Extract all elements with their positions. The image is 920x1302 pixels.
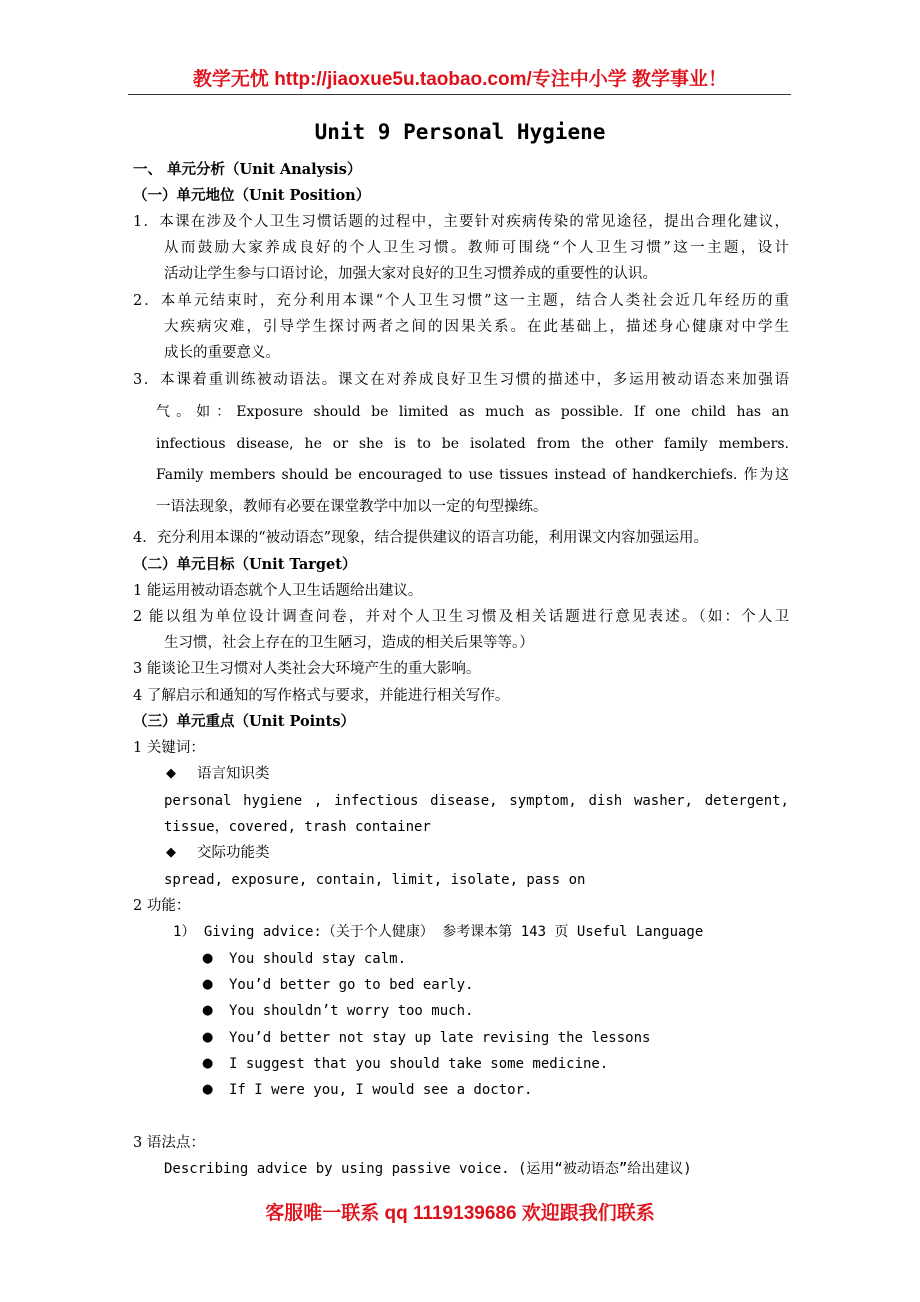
- paragraph-1-line-3: 活动让学生参与口语讨论，加强大家对良好的卫生习惯养成的重要性的认识。: [164, 266, 657, 282]
- diamond-bullet-icon: ◆: [166, 845, 176, 860]
- target-item-2-line-2: 生习惯，社会上存在的卫生陋习，造成的相关后果等等。）: [164, 635, 534, 651]
- header-banner: 教学无忧 http://jiaoxue5u.taobao.com/专注中小学 教学事业！: [192, 69, 728, 90]
- subsection-heading-position: （一）单元地位（Unit Position）: [133, 187, 371, 204]
- section-heading: 一、 单元分析（Unit Analysis）: [133, 161, 362, 178]
- paragraph-2-line-1: 2．本单元结束时，充分利用本课“个人卫生习惯”这一主题，结合人类社会近几年经历的重: [133, 293, 789, 309]
- language-category-label: 语言知识类: [197, 766, 270, 782]
- advice-example-1: You should stay calm.: [229, 951, 407, 967]
- page-title: Unit 9 Personal Hygiene: [314, 120, 606, 144]
- header-divider: [128, 94, 791, 95]
- paragraph-1-line-2: 从而鼓励大家养成良好的个人卫生习惯。教师可围绕“个人卫生习惯”这一主题，设计: [164, 240, 789, 256]
- communication-keywords: spread, exposure, contain, limit, isolate, pass on: [164, 872, 586, 888]
- target-item-1: 1 能运用被动语态就个人卫生话题给出建议。: [133, 583, 423, 599]
- paragraph-2-line-3: 成长的重要意义。: [164, 345, 280, 361]
- bullet-dot-icon: ●: [202, 1003, 214, 1018]
- footer-contact: 客服唯一联系 qq 1119139686 欢迎跟我们联系: [265, 1203, 655, 1224]
- bullet-dot-icon: ●: [202, 1082, 214, 1097]
- advice-example-4: You’d better not stay up late revising the lessons: [229, 1030, 651, 1046]
- function-giving-advice: 1） Giving advice:（关于个人健康） 参考课本第 143 页 Useful Language: [173, 924, 704, 940]
- bullet-dot-icon: ●: [202, 977, 214, 992]
- functions-heading: 2 功能：: [133, 898, 191, 914]
- advice-example-5: I suggest that you should take some medicine.: [229, 1056, 609, 1072]
- paragraph-2-line-2: 大疾病灾难，引导学生探讨两者之间的因果关系。在此基础上，描述身心健康对中学生: [164, 319, 789, 335]
- paragraph-4: 4．充分利用本课的“被动语态”现象，结合提供建议的语言功能，利用课文内容加强运用。: [133, 530, 709, 546]
- grammar-heading: 3 语法点：: [133, 1135, 205, 1151]
- target-item-2-line-1: 2 能以组为单位设计调查问卷，并对个人卫生习惯及相关话题进行意见表述。（如：个人卫: [133, 609, 789, 625]
- subsection-heading-points: （三）单元重点（Unit Points）: [133, 713, 356, 730]
- target-item-3: 3 能谈论卫生习惯对人类社会大环境产生的重大影响。: [133, 661, 481, 677]
- advice-example-3: You shouldn’t worry too much.: [229, 1003, 474, 1019]
- paragraph-3-line-1: 3．本课着重训练被动语法。课文在对养成良好卫生习惯的描述中，多运用被动语态来加强语: [133, 372, 789, 388]
- language-keywords-line-1: personal hygiene , infectious disease, symptom, dish washer, detergent,: [164, 793, 789, 809]
- bullet-dot-icon: ●: [202, 1056, 214, 1071]
- target-item-4: 4 了解启示和通知的写作格式与要求，并能进行相关写作。: [133, 688, 510, 704]
- paragraph-3-line-3: infectious disease, he or she is to be isolated from the other family members.: [156, 436, 789, 452]
- communication-category-label: 交际功能类: [197, 845, 270, 861]
- grammar-point: Describing advice by using passive voice. (运用“被动语态”给出建议): [164, 1161, 692, 1177]
- paragraph-3-line-4: Family members should be encouraged to use tissues instead of handkerchiefs. 作为这: [156, 467, 789, 483]
- paragraph-1-line-1: 1．本课在涉及个人卫生习惯话题的过程中，主要针对疾病传染的常见途径，提出合理化建议，: [133, 214, 789, 230]
- paragraph-3-line-5: 一语法现象，教师有必要在课堂教学中加以一定的句型操练。: [156, 499, 548, 515]
- advice-example-2: You’d better go to bed early.: [229, 977, 474, 993]
- advice-example-6: If I were you, I would see a doctor.: [229, 1082, 533, 1098]
- language-keywords-line-2: tissue，covered, trash container: [164, 819, 431, 835]
- diamond-bullet-icon: ◆: [166, 766, 176, 781]
- paragraph-3-line-2: 气。如：Exposure should be limited as much as possible. If one child has an: [156, 404, 789, 420]
- subsection-heading-target: （二）单元目标（Unit Target）: [133, 556, 357, 573]
- bullet-dot-icon: ●: [202, 951, 214, 966]
- bullet-dot-icon: ●: [202, 1030, 214, 1045]
- keywords-heading: 1 关键词：: [133, 740, 205, 756]
